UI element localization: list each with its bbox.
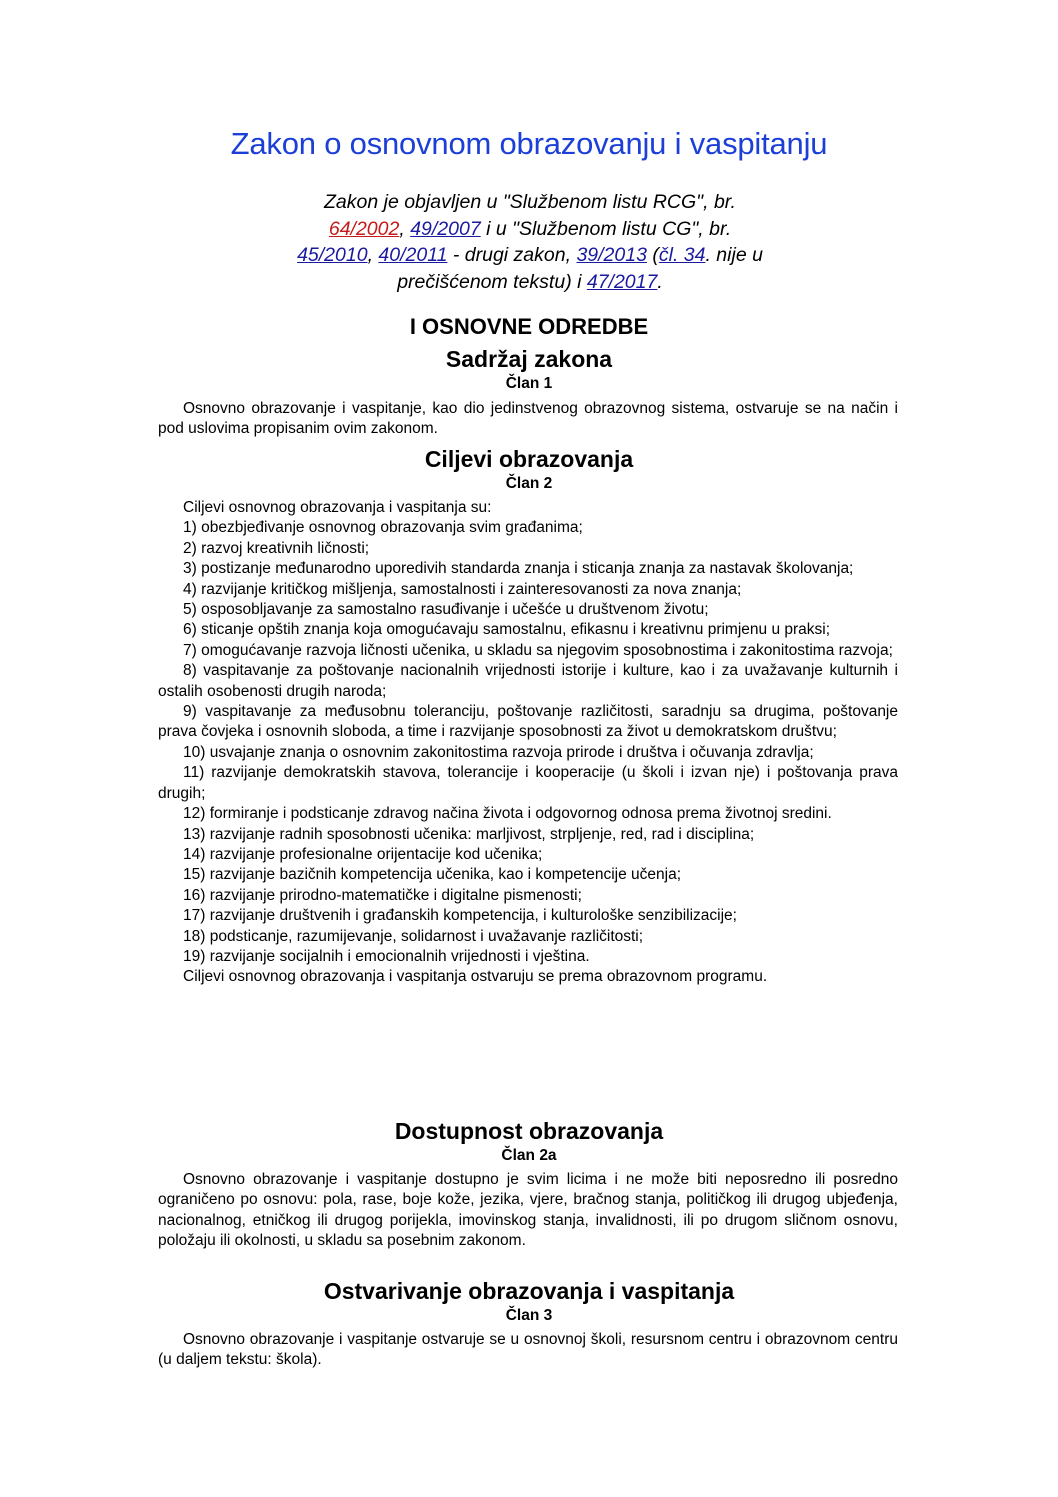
article-3-number: Član 3: [505, 1307, 553, 1324]
article-2a-text: Osnovno obrazovanje i vaspitanje dostupno je svim licima i ne može biti neposredno ili posredno ograničeno po osnovu: pola, rase, boje kože, jezika, vjere, bračnog stanja, političkog ili drugog ubjeđenja, nacionalnog, etničkog ili drugog porijekla, imovinskog stanja, invalidnosti, ili po drugom sličnom osnovu, položaju ili okolnosti, u skladu sa posebnim zakonom.: [158, 1171, 898, 1250]
list-item: 14) razvijanje profesionalne orijentacije kod učenika;: [183, 845, 543, 863]
document-title: Zakon o osnovnom obrazovanju i vaspitanju: [230, 126, 828, 161]
publication-separator: ,: [367, 244, 379, 266]
gazette-link-45-2010[interactable]: 45/2010: [297, 244, 368, 266]
publication-end: .: [657, 270, 663, 293]
publication-text: - drugi zakon,: [447, 244, 577, 266]
list-item: 4) razvijanje kritičkog mišljenja, samostalnosti i zainteresovanosti za nova znanja;: [183, 580, 742, 598]
list-item: 3) postizanje međunarodno uporedivih standarda znanja i sticanja znanja za nastavak školovanja;: [183, 560, 854, 578]
gazette-link-64-2002[interactable]: 64/2002: [328, 217, 400, 240]
publication-separator: ,: [399, 217, 411, 240]
article-2-list: [158, 498, 898, 988]
list-item: 2) razvoj kreativnih ličnosti;: [183, 539, 370, 557]
list-item: 1) obezbjeđivanje osnovnog obrazovanja svim građanima;: [183, 519, 583, 537]
list-item: 8) vaspitavanje za poštovanje nacionalnih vrijednosti istorije i kulture, kao i za uvažavanje kulturnih i ostalih osobenosti drugih naroda;: [158, 662, 898, 700]
list-item: 11) razvijanje demokratskih stavova, tolerancije i kooperacije (u školi i izvan nje) i poštovanja prava drugih;: [158, 764, 898, 802]
gazette-link-47-2017[interactable]: 47/2017: [586, 270, 658, 293]
article-2a-number: Član 2a: [501, 1147, 557, 1164]
article-link-cl-34[interactable]: čl. 34: [658, 244, 706, 266]
article-2-outro: Ciljevi osnovnog obrazovanja i vaspitanja ostvaruju se prema obrazovnom programu.: [183, 968, 768, 986]
list-item: 16) razvijanje prirodno-matematičke i digitalne pismenosti;: [183, 886, 582, 904]
list-item: 13) razvijanje radnih sposobnosti učenika: marljivost, strpljenje, red, rad i disciplina;: [183, 825, 755, 843]
gazette-link-40-2011[interactable]: 40/2011: [378, 244, 448, 266]
publication-note: [240, 189, 820, 295]
list-item: 17) razvijanje društvenih i građanskih kompetencija, i kulturološke senzibilizacije;: [183, 907, 737, 925]
list-item: 18) podsticanje, razumijevanje, solidarnost i uvažavanje različitosti;: [183, 927, 644, 945]
list-item: 6) sticanje opštih znanja koja omogućavaju samostalnu, efikasnu i kreativnu primjenu u praksi;: [183, 621, 831, 639]
article-1-number: Član 1: [505, 375, 553, 392]
section-heading: I OSNOVNE ODREDBE: [409, 314, 649, 339]
article-2a-subheading: Dostupnost obrazovanja: [394, 1118, 664, 1144]
article-2-number: Član 2: [505, 475, 553, 492]
article-3-subheading: Ostvarivanje obrazovanja i vaspitanja: [323, 1278, 735, 1304]
list-item: 5) osposobljavanje za samostalno rasuđivanje i učešće u društvenom životu;: [183, 601, 709, 619]
article-1-text: Osnovno obrazovanje i vaspitanje, kao dio jedinstvenog obrazovnog sistema, ostvaruje se na način i pod uslovima propisanim ovim zakonom.: [158, 400, 898, 438]
list-item: 7) omogućavanje razvoja ličnosti učenika, u skladu sa njegovim sposobnostima i zakonitostima razvoja;: [183, 641, 893, 659]
publication-text: . nije u prečišćenom tekstu) i: [397, 244, 763, 293]
list-item: 12) formiranje i podsticanje zdravog načina života i odgovornog odnosa prema životnoj sredini.: [183, 805, 832, 823]
article-2-intro: Ciljevi osnovnog obrazovanja i vaspitanja su:: [183, 499, 492, 516]
article-3-text: Osnovno obrazovanje i vaspitanje ostvaruje se u osnovnoj školi, resursnom centru i obrazovnom centru (u daljem tekstu: škola).: [158, 1331, 898, 1369]
article-2-subheading: Ciljevi obrazovanja: [424, 446, 634, 472]
list-item: 15) razvijanje bazičnih kompetencija učenika, kao i kompetencije učenja;: [183, 866, 681, 884]
list-item: 9) vaspitavanje za međusobnu toleranciju, poštovanje različitosti, saradnju sa drugima, poštovanje prava čovjeka i osnovnih sloboda, a time i razvijanje sposobnosti za život u demokratskom društvu;: [158, 703, 898, 741]
list-item: 19) razvijanje socijalnih i emocionalnih vrijednosti i vještina.: [183, 947, 590, 965]
gazette-link-39-2013[interactable]: 39/2013: [576, 244, 647, 266]
publication-prefix: Zakon je objavljen u "Službenom listu RCG", br.: [324, 191, 736, 213]
publication-text: i u "Službenom listu CG", br.: [480, 217, 732, 240]
list-item: 10) usvajanje znanja o osnovnim zakonitostima razvoja prirode i društva i očuvanja zdravlja;: [183, 743, 814, 761]
article-1-subheading: Sadržaj zakona: [445, 346, 613, 372]
gazette-link-49-2007[interactable]: 49/2007: [410, 217, 481, 240]
publication-text: (: [646, 244, 659, 266]
